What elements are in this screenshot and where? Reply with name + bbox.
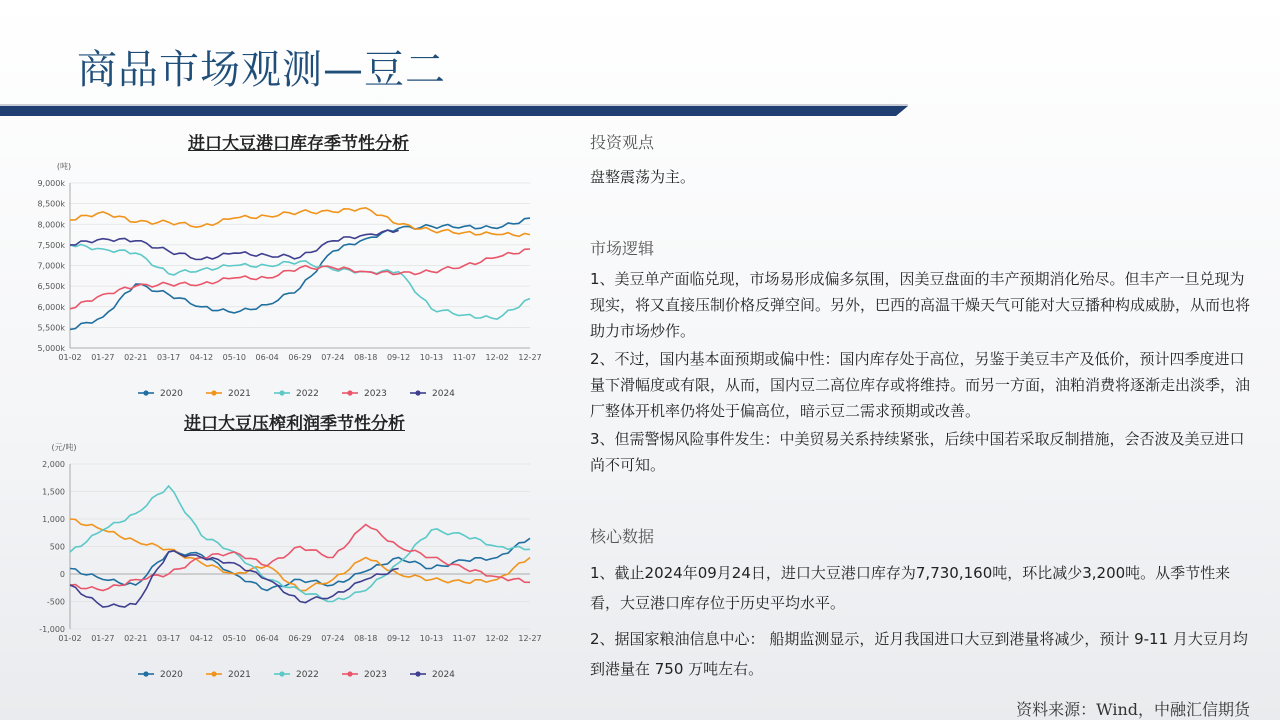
legend-swatch-dot xyxy=(347,390,352,395)
x-tick-label: 12-02 xyxy=(485,353,509,362)
y-tick-label: 5,500k xyxy=(37,323,65,333)
y-unit-label: (元/吨) xyxy=(51,443,77,452)
legend-label-2021: 2021 xyxy=(228,389,251,399)
x-tick-label: 10-13 xyxy=(419,634,444,643)
x-tick-label: 12-27 xyxy=(518,634,542,643)
y-tick-label: 2,000 xyxy=(42,460,65,469)
chart-crush-margin xyxy=(20,436,550,686)
page-title: 商品市场观测—豆二 xyxy=(77,47,446,93)
x-tick-label: 07-24 xyxy=(321,353,345,362)
x-tick-label: 04-12 xyxy=(189,634,214,643)
x-tick-label: 06-04 xyxy=(255,353,279,362)
legend-swatch-dot xyxy=(347,671,352,676)
x-tick-label: 09-12 xyxy=(386,634,411,643)
x-tick-label: 01-02 xyxy=(58,353,82,362)
x-tick-label: 03-17 xyxy=(156,634,181,643)
logic-paragraph-1: 1、美豆单产面临兑现，市场易形成偏多氛围，因美豆盘面的丰产预期消化殆尽。但丰产一旦兑现为现实，将又直接压制价格反弹空间。另外，巴西的高温干燥天气可能对大豆播种构成威胁，从而也将助力市场炒作。 xyxy=(590,270,1251,340)
x-tick-label: 06-29 xyxy=(288,634,312,643)
logic-paragraph-2: 2、不过，国内基本面预期或偏中性：国内库存处于高位，另鉴于美豆丰产及低价，预计四季度进口量下滑幅度或有限，从而，国内豆二高位库存或将维持。而另一方面，油粕消费将逐渐走出淡季，油厂整体开机率仍将处于偏高位，暗示豆二需求预期或改善。 xyxy=(590,350,1251,420)
x-tick-label: 12-02 xyxy=(485,634,509,643)
x-tick-label: 12-27 xyxy=(518,353,542,362)
y-tick-label: 8,500k xyxy=(37,199,65,209)
series-line-2021 xyxy=(70,208,530,237)
text-panel xyxy=(590,130,1250,684)
y-unit-label: (吨) xyxy=(56,162,72,171)
y-tick-label: 6,000k xyxy=(37,302,65,312)
chart2-title: 进口大豆压榨利润季节性分析 xyxy=(184,414,405,434)
y-tick-label: 7,000k xyxy=(37,261,65,271)
x-tick-label: 07-24 xyxy=(321,634,345,643)
x-tick-label: 11-07 xyxy=(452,353,476,362)
y-tick-label: 9,000k xyxy=(37,179,65,188)
source-note: 资料来源：Wind，中融汇信期货 xyxy=(1016,700,1250,719)
legend-label-2022: 2022 xyxy=(296,389,319,399)
section-heading-data: 核心数据 xyxy=(590,527,655,546)
y-tick-label: 1,500 xyxy=(42,487,65,497)
x-tick-label: 05-10 xyxy=(222,634,246,643)
legend-label-2022: 2022 xyxy=(296,670,319,680)
chart1-title: 进口大豆港口库存季节性分析 xyxy=(188,134,409,154)
section-heading-logic: 市场逻辑 xyxy=(590,239,655,258)
legend-label-2020: 2020 xyxy=(160,389,183,399)
y-tick-label: 8,000k xyxy=(37,220,65,230)
y-tick-label: 500 xyxy=(49,542,65,552)
legend-swatch-dot xyxy=(415,671,420,676)
legend-label-2024: 2024 xyxy=(432,389,455,399)
y-tick-label: 5,000k xyxy=(37,344,65,353)
legend-swatch-dot xyxy=(415,390,420,395)
y-tick-label: 7,500k xyxy=(37,240,65,250)
y-tick-label: 0 xyxy=(59,570,65,579)
legend-swatch-dot xyxy=(279,390,284,395)
y-tick-label: -1,000 xyxy=(39,625,65,634)
x-tick-label: 01-27 xyxy=(91,634,115,643)
series-line-2022 xyxy=(70,245,530,320)
x-tick-label: 09-12 xyxy=(386,353,411,362)
legend-label-2021: 2021 xyxy=(228,670,251,680)
y-tick-label: 1,000 xyxy=(42,515,65,524)
x-tick-label: 11-07 xyxy=(452,634,476,643)
x-tick-label: 02-21 xyxy=(124,634,148,643)
data-paragraph-1: 1、截止2024年09月24日，进口大豆港口库存为7,730,160吨，环比减少3,200吨。从季节性来看，大豆港口库存位于历史平均水平。 xyxy=(590,564,1231,612)
section-heading-view: 投资观点 xyxy=(590,133,655,152)
header-band xyxy=(0,104,908,116)
logic-paragraph-3: 3、但需警惕风险事件发生：中美贸易关系持续紧张，后续中国若采取反制措施，会否波及美豆进口尚不可知。 xyxy=(590,430,1245,474)
x-tick-label: 01-02 xyxy=(58,634,82,643)
x-tick-label: 06-29 xyxy=(288,353,312,362)
data-paragraph-2: 2、据国家粮油信息中心： 船期监测显示，近月我国进口大豆到港量将减少，预计 9-11 月大豆月均到港量在 750 万吨左右。 xyxy=(590,630,1248,678)
x-tick-label: 08-18 xyxy=(354,634,378,643)
x-tick-label: 03-17 xyxy=(156,353,181,362)
legend-swatch-dot xyxy=(143,390,148,395)
x-tick-label: 08-18 xyxy=(354,353,378,362)
legend-label-2020: 2020 xyxy=(160,670,183,680)
y-tick-label: 6,500k xyxy=(37,282,65,292)
x-tick-label: 01-27 xyxy=(91,353,115,362)
legend-swatch-dot xyxy=(211,671,216,676)
view-text: 盘整震荡为主。 xyxy=(590,168,696,186)
x-tick-label: 05-10 xyxy=(222,353,246,362)
legend-label-2023: 2023 xyxy=(364,389,387,399)
x-tick-label: 02-21 xyxy=(124,353,148,362)
x-tick-label: 04-12 xyxy=(189,353,214,362)
series-line-2020 xyxy=(70,218,530,329)
chart-port-inventory xyxy=(20,155,550,405)
legend-swatch-dot xyxy=(143,671,148,676)
legend-swatch-dot xyxy=(211,390,216,395)
legend-label-2023: 2023 xyxy=(364,670,387,680)
series-line-2022 xyxy=(70,486,530,602)
legend-label-2024: 2024 xyxy=(432,670,455,680)
x-tick-label: 10-13 xyxy=(419,353,444,362)
y-tick-label: -500 xyxy=(46,597,65,607)
x-tick-label: 06-04 xyxy=(255,634,279,643)
legend-swatch-dot xyxy=(279,671,284,676)
